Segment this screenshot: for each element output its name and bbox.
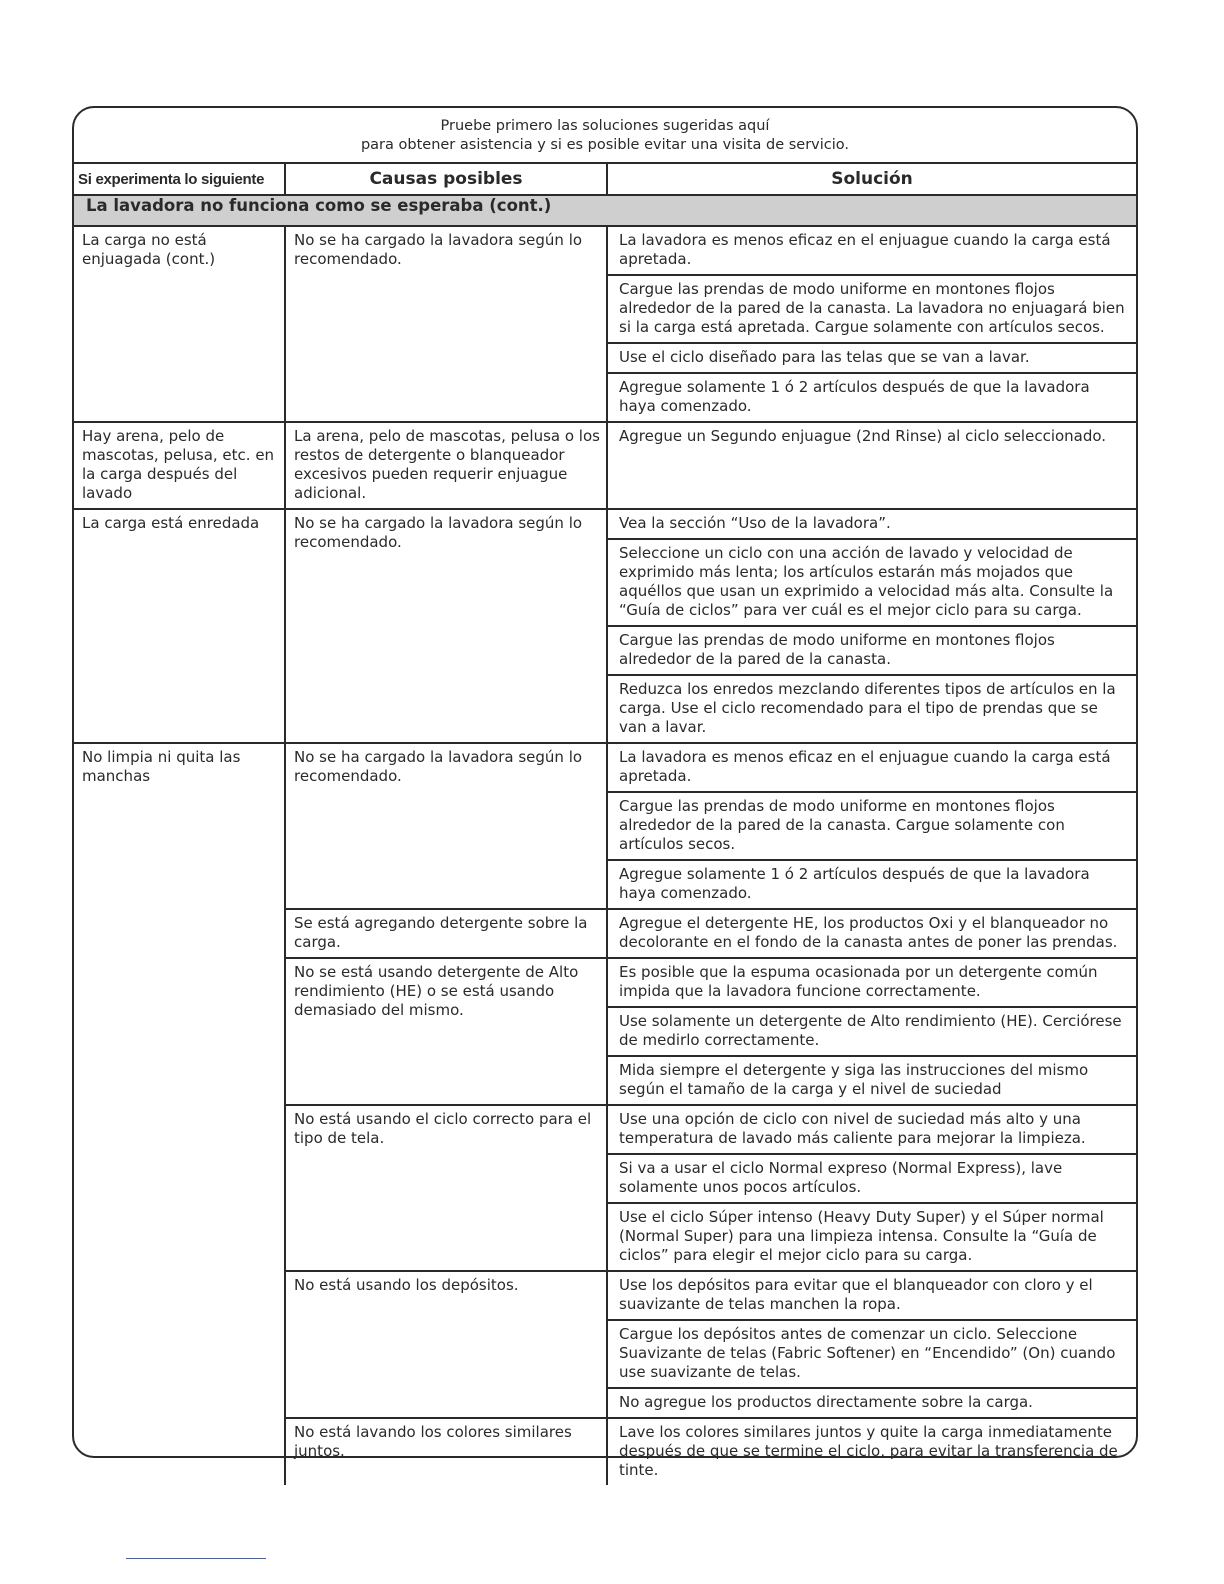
solution-cell: Use los depósitos para evitar que el blanqueador con cloro y el suavizante de telas manchen la ropa. [607,1271,1136,1320]
solution-cell: Cargue las prendas de modo uniforme en montones flojos alrededor de la pared de la canasta. Cargue solamente con artículos secos. [607,792,1136,860]
section-row [74,195,1136,226]
troubleshooting-table-frame [72,106,1138,1479]
cause-cell: Se está agregando detergente sobre la carga. [285,909,607,958]
solution-cell: No agregue los productos directamente sobre la carga. [607,1388,1136,1418]
solution-cell: Use el ciclo diseñado para las telas que se van a lavar. [607,343,1136,373]
cause-cell: No está usando el ciclo correcto para el tipo de tela. [285,1105,607,1271]
solution-cell: Agregue un Segundo enjuague (2nd Rinse) al ciclo seleccionado. [607,422,1136,509]
solution-cell: Si va a usar el ciclo Normal expreso (Normal Express), lave solamente unos pocos artículos. [607,1154,1136,1203]
solution-cell: Use una opción de ciclo con nivel de suciedad más alto y una temperatura de lavado más caliente para mejorar la limpieza. [607,1105,1136,1154]
section-title: La lavadora no funciona como se esperaba (cont.) [74,195,1136,226]
table-row [74,422,1136,509]
cause-cell: No se está usando detergente de Alto rendimiento (HE) o se está usando demasiado del mismo. [285,958,607,1105]
intro-line-1: Pruebe primero las soluciones sugeridas aquí [440,118,770,134]
cause-cell: La arena, pelo de mascotas, pelusa o los restos de detergente o blanqueador excesivos pueden requerir enjuague adicional. [285,422,607,509]
cause-cell: No se ha cargado la lavadora según lo recomendado. [285,226,607,422]
table-row [74,743,1136,792]
intro-note [74,108,1136,164]
solution-cell: Reduzca los enredos mezclando diferentes tipos de artículos en la carga. Use el ciclo recomendado para el tipo de prendas que se van a lavar. [607,675,1136,743]
solution-cell: Mida siempre el detergente y siga las instrucciones del mismo según el tamaño de la carga y el nivel de suciedad [607,1056,1136,1105]
cause-cell: No está usando los depósitos. [285,1271,607,1418]
symptom-cell: Hay arena, pelo de mascotas, pelusa, etc. en la carga después del lavado [74,422,285,509]
solution-cell: Use el ciclo Súper intenso (Heavy Duty Super) y el Súper normal (Normal Super) para una limpieza intensa. Consulte la “Guía de ciclos” para elegir el mejor ciclo para su carga. [607,1203,1136,1271]
cause-cell: No se ha cargado la lavadora según lo recomendado. [285,509,607,743]
table-row [74,226,1136,275]
solution-cell: Use solamente un detergente de Alto rendimiento (HE). Cerciórese de medirlo correctamente. [607,1007,1136,1056]
header-solution: Solución [607,164,1136,195]
solution-cell: Agregue solamente 1 ó 2 artículos después de que la lavadora haya comenzado. [607,860,1136,909]
header-causes: Causas posibles [285,164,607,195]
solution-cell: Lave los colores similares juntos y quite la carga inmediatamente después de que se termine el ciclo, para evitar la transferencia de tinte. [607,1418,1136,1485]
header-symptom: Si experimenta lo siguiente [74,164,285,195]
header-row [74,164,1136,195]
solution-cell: Es posible que la espuma ocasionada por un detergente común impida que la lavadora funcione correctamente. [607,958,1136,1007]
solution-cell: Agregue el detergente HE, los productos Oxi y el blanqueador no decolorante en el fondo de la canasta antes de poner las prendas. [607,909,1136,958]
footer-rule [126,1558,266,1559]
symptom-cell: La carga no está enjuagada (cont.) [74,226,285,422]
solution-cell: Agregue solamente 1 ó 2 artículos después de que la lavadora haya comenzado. [607,373,1136,422]
table-row [74,509,1136,539]
solution-cell: La lavadora es menos eficaz en el enjuague cuando la carga está apretada. [607,743,1136,792]
solution-cell: La lavadora es menos eficaz en el enjuague cuando la carga está apretada. [607,226,1136,275]
solution-cell: Cargue las prendas de modo uniforme en montones flojos alrededor de la pared de la canasta. La lavadora no enjuagará bien si la carga está apretada. Cargue solamente con artículos secos. [607,275,1136,343]
intro-line-2: para obtener asistencia y si es posible evitar una visita de servicio. [360,137,850,153]
troubleshooting-table [74,164,1136,1485]
solution-cell: Vea la sección “Uso de la lavadora”. [607,509,1136,539]
solution-cell: Seleccione un ciclo con una acción de lavado y velocidad de exprimido más lenta; los artículos estarán más mojados que aquéllos que usan un exprimido a velocidad más alta. Consulte la “Guía de ciclos” para ver cuál es el mejor ciclo para su carga. [607,539,1136,626]
symptom-cell: No limpia ni quita las manchas [82,748,241,785]
solution-cell: Cargue los depósitos antes de comenzar un ciclo. Seleccione Suavizante de telas (Fabric Softener) en “Encendido” (On) cuando use suavizante de telas. [607,1320,1136,1388]
solution-cell: Cargue las prendas de modo uniforme en montones flojos alrededor de la pared de la canasta. [607,626,1136,675]
symptom-cell: La carga está enredada [74,509,285,743]
cause-cell: No está lavando los colores similares juntos. [285,1418,607,1485]
cause-cell: No se ha cargado la lavadora según lo recomendado. [285,743,607,909]
